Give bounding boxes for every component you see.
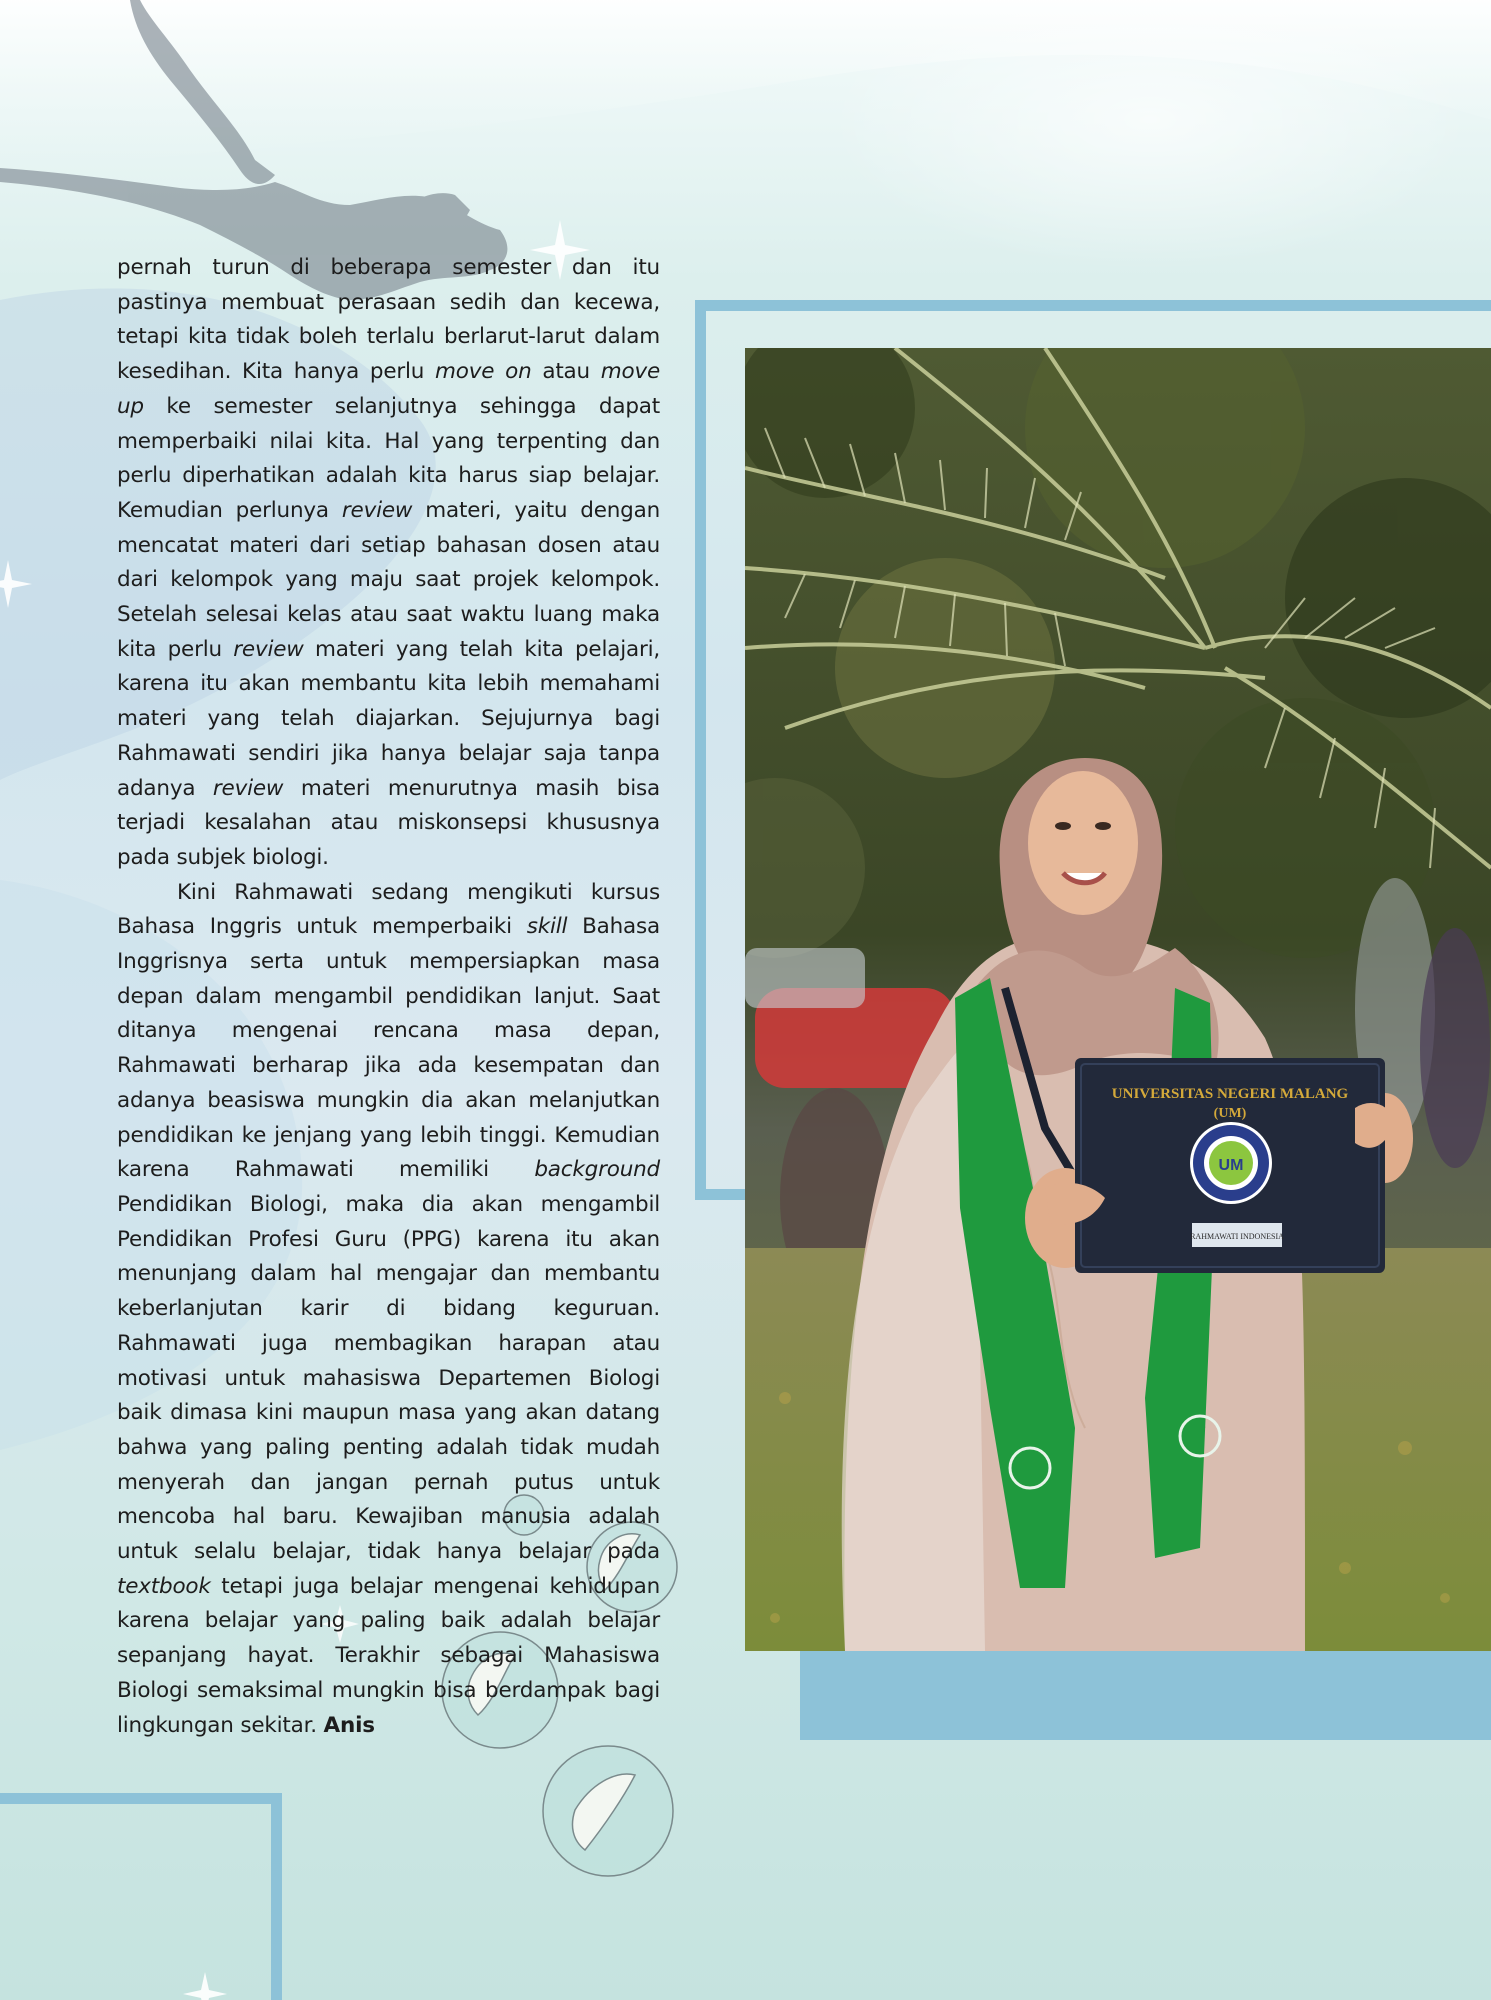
graduation-photo [745,348,1491,1651]
article-paragraph-1: pernah turun di beberapa semester dan itu pastinya membuat perasaan sedih dan kecewa, tetapi kita tidak boleh terlalu berlarut-larut dalam kesedihan. Kita hanya perlu move on atau move up ke semester selanjutnya sehingga dapat memperbaiki nilai kita. Hal yang terpenting dan perlu diperhatikan adalah kita harus siap belajar. Kemudian perlunya review materi, yaitu dengan mencatat materi dari setiap bahasan dosen atau dari kelompok yang maju saat projek kelompok. Setelah selesai kelas atau saat waktu luang maka kita perlu review materi yang telah kita pelajari, karena itu akan membantu kita lebih memahami materi yang telah diajarkan. Sejujurnya bagi Rahmawati sendiri jika hanya belajar saja tanpa adanya review materi menurutnya masih bisa terjadi kesalahan atau miskonsepsi khususnya pada subjek biologi. [117,255,661,870]
logo-initials: UM [1218,1157,1244,1174]
university-logo [1190,1122,1272,1204]
name-plate: RAHMAWATI INDONESIA [1190,1232,1284,1241]
diploma-folder [1075,1058,1385,1273]
corner-frame-decoration [0,1793,282,2000]
folder-title: UNIVERSITAS NEGERI MALANG [1111,1086,1349,1102]
article-paragraph-2: Kini Rahmawati sedang mengikuti kursus Bahasa Inggris untuk memperbaiki skill Bahasa Inggrisnya serta untuk mempersiapkan masa depan dalam mengambil pendidikan lanjut. Saat ditanya mengenai rencana masa depan, Rahmawati berharap jika ada kesempatan dan adanya beasiswa mungkin dia akan melanjutkan pendidikan ke jenjang yang lebih tinggi. Kemudian karena Rahmawati memiliki background Pendidikan Biologi, maka dia akan mengambil Pendidikan Profesi Guru (PPG) karena itu akan menunjang dalam hal mengajar dan membantu keberlanjutan karir di bidang keguruan. Rahmawati juga membagikan harapan atau motivasi untuk mahasiswa Departemen Biologi baik dimasa kini maupun masa yang akan datang bahwa yang paling penting adalah tidak mudah menyerah dan jangan pernah putus untuk mencoba hal baru. Kewajiban manusia adalah untuk selalu belajar, tidak hanya belajar pada textbook tetapi juga belajar mengenai kehidupan karena belajar yang paling baik adalah belajar sepanjang hayat. Terakhir sebagai Mahasiswa Biologi semaksimal mungkin bisa berdampak bagi lingkungan sekitar. Anis [117,879,660,1738]
article-body [117,251,660,1743]
author-name: Anis [323,1712,375,1738]
photo-frame-accent [800,1650,1491,1740]
person-face [1028,771,1138,915]
folder-subtitle: (UM) [1213,1106,1247,1121]
